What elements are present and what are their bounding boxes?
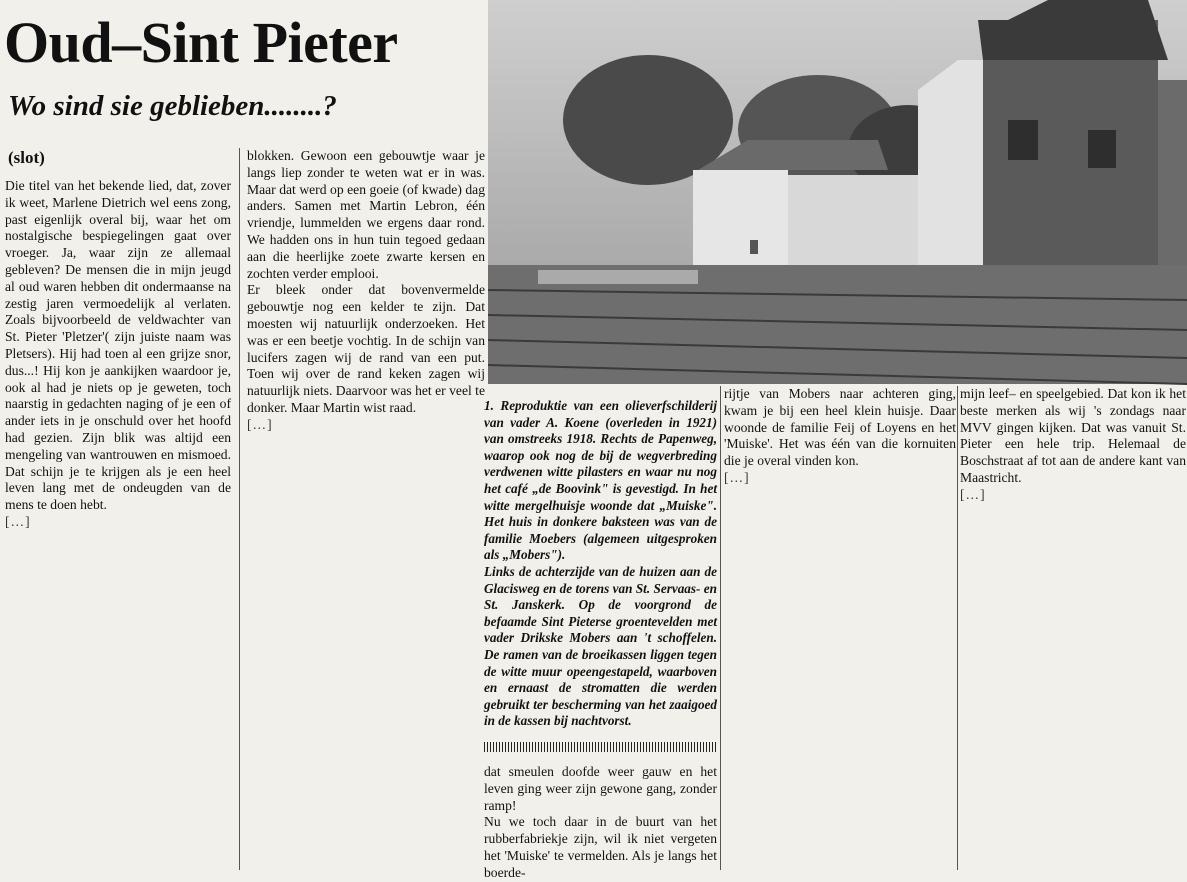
omission-marker: […] xyxy=(247,416,273,432)
omission-marker: […] xyxy=(724,469,750,485)
caption-paragraph: 1. Reproduktie van een olieverfschilderij van vader A. Koene (overleden in 1921) van omstreeks 1918. Rechts de Papenweg, waarop ook nog de bij de wegverbreding verdwenen witte pilasters en waar nu nog het café „de Boovink" is gevestigd. In het witte mergelhuisje woonde dat „Muiske". Het huis in donkere baksteen was van de familie Moebers (algemeen uitgesproken als „Mobers"). xyxy=(484,398,717,563)
painting-photo xyxy=(488,0,1187,384)
photo-caption xyxy=(484,398,717,738)
paragraph: Er bleek onder dat bovenvermelde gebouwtje nog een kelder te zijn. Dat moesten wij natuurlijk onderzoeken. Het was er een beetje vochtig. In de schijn van lucifers zagen wij de rand van een put. Toen wij over de rand keken zagen wij natuurlijk niets. Daarvoor was het er veel te donker. Maar Martin wist raad. xyxy=(247,282,485,415)
article-column-5 xyxy=(960,386,1186,870)
headline: Oud–Sint Pieter xyxy=(4,10,398,75)
paragraph: Nu we toch daar in de buurt van het rubberfabriekje zijn, wil ik niet vergeten het 'Muiske' te vermelden. Als je langs het boerde- xyxy=(484,814,717,880)
article-column-2 xyxy=(247,148,485,868)
caption-paragraph: Links de achterzijde van de huizen aan de Glacisweg en de torens van St. Servaas- en St. Janskerk. Op de voorgrond de befaamde Sint Pieterse groentevelden met vader Drikske Mobers aan 't schoffelen. De ramen van de broeikassen liggen tegen de witte muur opeengestapeld, waarboven en ernaast de stromatten die werden gebruikt ter bescherming van het zaaigoed in de kassen bij nachtvorst. xyxy=(484,563,717,729)
article-column-1 xyxy=(5,178,231,868)
painting-illustration xyxy=(488,0,1187,384)
paragraph: blokken. Gewoon een gebouwtje waar je langs liep zonder te weten wat er in was. Maar dat werd op een goeie (of kwade) dag anders. Samen met Martin Lebron, één vriendje, lummelden we ergens daar rond. We hadden ons in hun tuin tegoed gedaan aan die heerlijke zoete zwarte kersen en zochten verder emplooi. xyxy=(247,148,485,281)
column-rule xyxy=(720,386,721,870)
column-rule xyxy=(239,148,240,870)
omission-marker: […] xyxy=(960,486,986,502)
paragraph: rijtje van Mobers naar achteren ging, kwam je bij een heel klein huisje. Daar woonde de familie Feij of Loyens en het 'Muiske'. Het was één van die kornuiten die je overal vinden kon. xyxy=(724,386,956,469)
caption-divider xyxy=(484,742,717,752)
article-column-3 xyxy=(484,764,717,880)
column-rule xyxy=(957,386,958,870)
omission-marker: […] xyxy=(5,513,31,529)
subheadline: Wo sind sie geblieben........? xyxy=(8,90,337,122)
paragraph: mijn leef– en speelgebied. Dat kon ik het beste merken als wij 's zondags naar MVV gingen kijken. Dat was vanuit St. Pieter een hele trip. Helemaal de Boschstraat af tot aan de andere kant van Maastricht. xyxy=(960,386,1186,485)
article-column-4 xyxy=(724,386,956,870)
paragraph: Die titel van het bekende lied, dat, zover ik weet, Marlene Dietrich wel eens zong, past eigenlijk overal bij, waar het om nostalgische bespiegelingen gaat over vroeger. Ja, waar zijn ze allemaal gebleven? De mensen die in mijn jeugd al oud waren hebben dit ondermaanse na zestig jaren vermoedelijk al verlaten. Zoals bijvoorbeeld de veldwachter van St. Pieter 'Pletzer'( zijn juiste naam was Pletsers). Hij had toen al een grijze snor, dus...! Hij kon je aankijken waardoor je, ook al had je niets op je geweten, toch naarstig in gedachten naging of je een of ander iets in je onschuld over het hoofd had gezien. Zijn blik was altijd een mengeling van wantrouwen en mismoed. Dat schijn je te krijgen als je een heel leven lang met de ondeugden van de mens te doen hebt. xyxy=(5,178,231,513)
section-label: (slot) xyxy=(8,148,45,167)
paragraph: dat smeulen doofde weer gauw en het leven ging weer zijn gewone gang, zonder ramp! xyxy=(484,764,717,813)
